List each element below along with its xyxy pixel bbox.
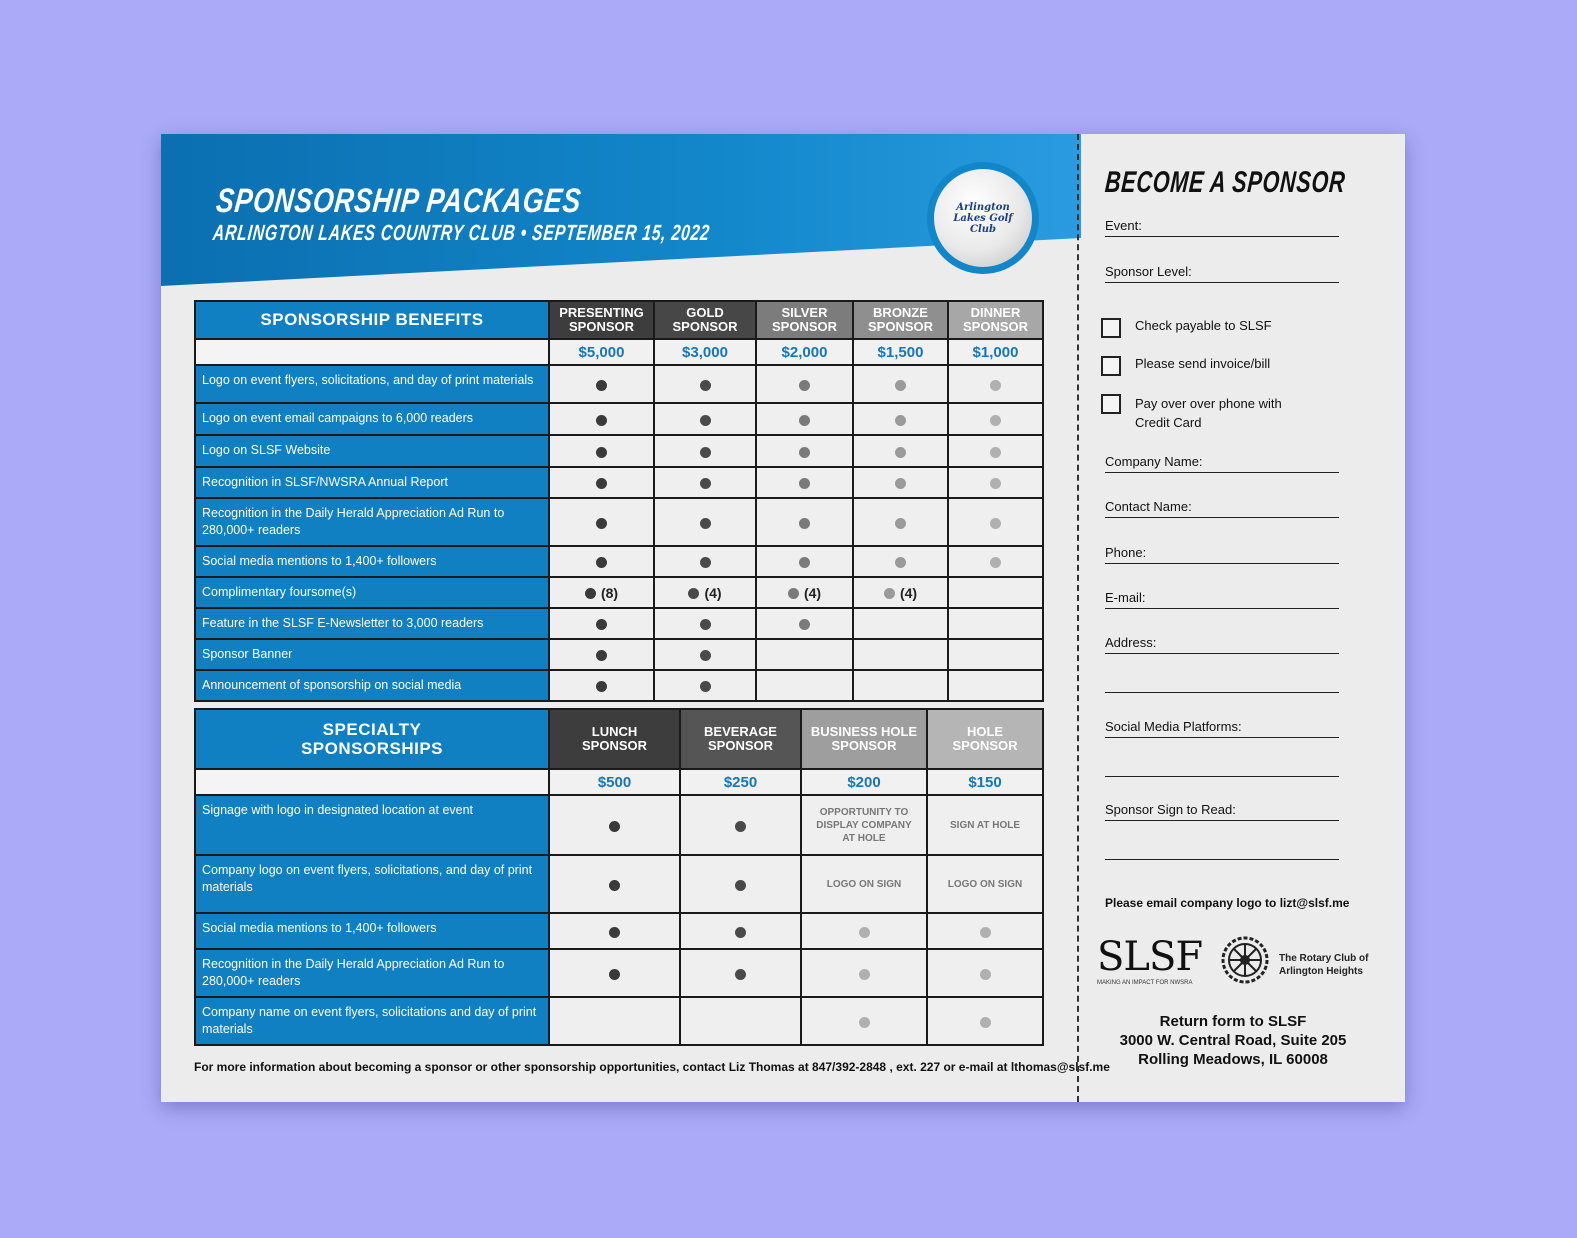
benefit-cell bbox=[549, 365, 654, 403]
level-gold: GOLD SPONSOR bbox=[654, 301, 756, 339]
email-line[interactable] bbox=[1105, 608, 1339, 609]
included-dot-icon bbox=[609, 880, 620, 891]
count-label: (4) bbox=[704, 585, 722, 602]
contact-name-label: Contact Name: bbox=[1105, 499, 1192, 514]
benefit-cell bbox=[756, 467, 853, 498]
sign-field[interactable] bbox=[1105, 802, 1339, 817]
benefit-cell bbox=[756, 498, 853, 546]
checkbox-icon[interactable] bbox=[1101, 394, 1121, 414]
included-dot-icon bbox=[700, 557, 711, 568]
level-hole: HOLE SPONSOR bbox=[927, 709, 1043, 769]
included-dot-icon bbox=[596, 650, 607, 661]
specialty-cell bbox=[927, 949, 1043, 997]
contact-footer: For more information about becoming a sponsor or other sponsorship opportunities, contact Liz Thomas at 847/392-2848 , ext. 227 or e-mail at lthomas@slsf.me bbox=[194, 1060, 1110, 1074]
benefit-cell bbox=[948, 498, 1043, 546]
address-line-1[interactable] bbox=[1105, 653, 1339, 654]
level-bronze: BRONZE SPONSOR bbox=[853, 301, 948, 339]
benefit-cell bbox=[654, 498, 756, 546]
page-title: SPONSORSHIP PACKAGES bbox=[214, 182, 584, 220]
specialty-row-label: Recognition in the Daily Herald Appreciation Ad Run to 280,000+ readers bbox=[195, 949, 549, 997]
benefit-cell bbox=[654, 546, 756, 577]
specialty-cell bbox=[549, 997, 680, 1045]
address-line-2[interactable] bbox=[1105, 692, 1339, 693]
benefit-cell bbox=[948, 670, 1043, 701]
benefit-cell bbox=[756, 435, 853, 467]
price-gold: $3,000 bbox=[654, 339, 756, 365]
price-silver: $2,000 bbox=[756, 339, 853, 365]
benefits-heading: SPONSORSHIP BENEFITS bbox=[195, 301, 549, 339]
benefit-row bbox=[195, 435, 1043, 467]
specialty-cell bbox=[927, 997, 1043, 1045]
included-dot-icon bbox=[585, 588, 596, 599]
company-name-line[interactable] bbox=[1105, 472, 1339, 473]
included-dot-icon bbox=[700, 380, 711, 391]
benefit-cell bbox=[654, 467, 756, 498]
benefit-cell bbox=[756, 670, 853, 701]
logo-email-note: Please email company logo to lizt@slsf.me bbox=[1105, 896, 1350, 910]
price-blank-cell bbox=[195, 769, 549, 795]
benefit-cell bbox=[756, 639, 853, 670]
cell-note: LOGO ON SIGN bbox=[826, 878, 902, 890]
included-dot-icon bbox=[596, 447, 607, 458]
specialty-cell bbox=[801, 795, 927, 855]
benefit-cell bbox=[853, 403, 948, 435]
benefit-row-label: Logo on SLSF Website bbox=[195, 435, 549, 467]
company-name-field[interactable] bbox=[1105, 454, 1339, 469]
included-dot-icon bbox=[990, 557, 1001, 568]
benefits-price-row bbox=[195, 339, 1043, 365]
return-address bbox=[1105, 1012, 1361, 1069]
sign-line-1[interactable] bbox=[1105, 820, 1339, 821]
specialty-cell bbox=[801, 997, 927, 1045]
included-dot-icon bbox=[596, 557, 607, 568]
included-dot-icon bbox=[735, 927, 746, 938]
benefit-cell bbox=[549, 403, 654, 435]
benefit-cell bbox=[549, 577, 654, 608]
specialty-row-label: Company logo on event flyers, solicitations, and day of print materials bbox=[195, 855, 549, 913]
benefit-cell bbox=[948, 608, 1043, 639]
benefit-cell bbox=[549, 435, 654, 467]
check-payable-label: Check payable to SLSF bbox=[1135, 318, 1272, 333]
included-dot-icon bbox=[596, 518, 607, 529]
specialty-cell bbox=[549, 795, 680, 855]
specialty-cell bbox=[680, 949, 801, 997]
sign-label: Sponsor Sign to Read: bbox=[1105, 802, 1236, 817]
benefit-cell bbox=[853, 435, 948, 467]
tear-line bbox=[1077, 134, 1079, 1102]
benefit-cell bbox=[853, 498, 948, 546]
partner-logos bbox=[1097, 934, 1387, 998]
benefit-cell bbox=[948, 467, 1043, 498]
specialty-row bbox=[195, 997, 1043, 1045]
included-dot-icon bbox=[990, 518, 1001, 529]
level-dinner: DINNER SPONSOR bbox=[948, 301, 1043, 339]
event-label: Event: bbox=[1105, 218, 1142, 233]
included-dot-icon bbox=[609, 927, 620, 938]
golf-club-logo-text: Arlington Lakes Golf Club bbox=[953, 201, 1013, 235]
benefit-cell bbox=[948, 365, 1043, 403]
check-payable-option[interactable] bbox=[1101, 318, 1272, 338]
included-dot-icon bbox=[700, 681, 711, 692]
specialty-row-label: Company name on event flyers, solicitations and day of print materials bbox=[195, 997, 549, 1045]
benefit-cell bbox=[948, 577, 1043, 608]
rotary-wheel-icon bbox=[1221, 936, 1269, 984]
price-presenting: $5,000 bbox=[549, 339, 654, 365]
sponsorship-flyer bbox=[161, 134, 1405, 1102]
level-lunch: LUNCH SPONSOR bbox=[549, 709, 680, 769]
level-beverage: BEVERAGE SPONSOR bbox=[680, 709, 801, 769]
included-dot-icon bbox=[895, 415, 906, 426]
specialty-cell bbox=[680, 795, 801, 855]
included-dot-icon bbox=[735, 969, 746, 980]
benefits-table bbox=[194, 300, 1044, 702]
cell-note: OPPORTUNITY TO DISPLAY COMPANY AT HOLE bbox=[816, 806, 912, 844]
included-dot-icon bbox=[596, 619, 607, 630]
included-dot-icon bbox=[799, 478, 810, 489]
specialty-header-row bbox=[195, 709, 1043, 769]
benefit-cell bbox=[756, 546, 853, 577]
phone-line[interactable] bbox=[1105, 563, 1339, 564]
benefit-cell bbox=[948, 435, 1043, 467]
included-dot-icon bbox=[609, 821, 620, 832]
benefit-cell bbox=[549, 467, 654, 498]
benefit-cell bbox=[549, 546, 654, 577]
contact-name-field[interactable] bbox=[1105, 499, 1339, 514]
credit-card-label-1: Pay over over phone with bbox=[1135, 396, 1282, 411]
price-bronze: $1,500 bbox=[853, 339, 948, 365]
social-media-field[interactable] bbox=[1105, 719, 1339, 734]
benefit-cell bbox=[654, 365, 756, 403]
benefit-row-label: Recognition in SLSF/NWSRA Annual Report bbox=[195, 467, 549, 498]
specialty-cell bbox=[549, 913, 680, 949]
included-dot-icon bbox=[788, 588, 799, 599]
benefit-cell bbox=[948, 639, 1043, 670]
slsf-tagline: MAKING AN IMPACT FOR NWSRA bbox=[1097, 980, 1193, 986]
benefit-cell bbox=[654, 608, 756, 639]
included-dot-icon bbox=[799, 380, 810, 391]
event-field[interactable] bbox=[1105, 218, 1339, 233]
form-heading: BECOME A SPONSOR bbox=[1103, 166, 1347, 199]
included-dot-icon bbox=[596, 478, 607, 489]
benefit-row-label: Recognition in the Daily Herald Appreciation Ad Run to 280,000+ readers bbox=[195, 498, 549, 546]
benefit-row-label: Social media mentions to 1,400+ followers bbox=[195, 546, 549, 577]
included-dot-icon bbox=[609, 969, 620, 980]
price-dinner: $1,000 bbox=[948, 339, 1043, 365]
benefit-cell bbox=[654, 403, 756, 435]
included-dot-icon bbox=[700, 447, 711, 458]
benefit-row-label: Sponsor Banner bbox=[195, 639, 549, 670]
benefit-cell bbox=[756, 365, 853, 403]
golf-club-logo bbox=[927, 162, 1039, 274]
included-dot-icon bbox=[990, 380, 1001, 391]
specialty-cell bbox=[927, 913, 1043, 949]
credit-card-option[interactable] bbox=[1101, 394, 1282, 432]
included-dot-icon bbox=[799, 518, 810, 529]
included-dot-icon bbox=[980, 927, 991, 938]
included-dot-icon bbox=[735, 821, 746, 832]
included-dot-icon bbox=[735, 880, 746, 891]
included-dot-icon bbox=[596, 415, 607, 426]
benefit-cell bbox=[756, 403, 853, 435]
benefit-row bbox=[195, 546, 1043, 577]
included-dot-icon bbox=[859, 1017, 870, 1028]
contact-name-line[interactable] bbox=[1105, 517, 1339, 518]
specialty-table bbox=[194, 708, 1044, 1046]
event-line[interactable] bbox=[1105, 236, 1339, 237]
cell-note: SIGN AT HOLE bbox=[950, 819, 1020, 831]
specialty-row bbox=[195, 913, 1043, 949]
count-label: (8) bbox=[600, 585, 619, 602]
count-label: (4) bbox=[803, 585, 822, 602]
benefit-cell bbox=[756, 577, 853, 608]
benefit-row bbox=[195, 498, 1043, 546]
price-hole: $150 bbox=[927, 769, 1043, 795]
specialty-cell bbox=[927, 855, 1043, 913]
included-dot-icon bbox=[884, 588, 895, 599]
specialty-row bbox=[195, 855, 1043, 913]
checkbox-icon[interactable] bbox=[1101, 356, 1121, 376]
included-dot-icon bbox=[700, 518, 711, 529]
price-blank-cell bbox=[195, 339, 549, 365]
benefit-cell bbox=[948, 403, 1043, 435]
specialty-cell bbox=[680, 913, 801, 949]
benefit-row-label: Announcement of sponsorship on social media bbox=[195, 670, 549, 701]
included-dot-icon bbox=[895, 380, 906, 391]
included-dot-icon bbox=[799, 619, 810, 630]
included-dot-icon bbox=[980, 1017, 991, 1028]
price-business-hole: $200 bbox=[801, 769, 927, 795]
benefits-rows bbox=[195, 365, 1043, 701]
included-dot-icon bbox=[990, 478, 1001, 489]
company-name-label: Company Name: bbox=[1105, 454, 1203, 469]
benefit-cell bbox=[853, 365, 948, 403]
rotary-line-1: The Rotary Club of bbox=[1279, 953, 1369, 964]
return-line-2: 3000 W. Central Road, Suite 205 bbox=[1119, 1032, 1347, 1049]
included-dot-icon bbox=[895, 518, 906, 529]
specialty-cell bbox=[801, 949, 927, 997]
benefit-cell bbox=[948, 546, 1043, 577]
phone-field[interactable] bbox=[1105, 545, 1339, 560]
benefits-header-row bbox=[195, 301, 1043, 339]
invoice-option[interactable] bbox=[1101, 356, 1270, 376]
benefit-row-label: Logo on event email campaigns to 6,000 readers bbox=[195, 403, 549, 435]
specialty-cell bbox=[927, 795, 1043, 855]
included-dot-icon bbox=[980, 969, 991, 980]
benefit-cell bbox=[654, 639, 756, 670]
benefit-cell bbox=[756, 608, 853, 639]
address-field[interactable] bbox=[1105, 635, 1339, 650]
social-media-label: Social Media Platforms: bbox=[1105, 719, 1242, 734]
specialty-heading: SPECIALTY SPONSORSHIPS bbox=[195, 709, 549, 769]
included-dot-icon bbox=[596, 380, 607, 391]
included-dot-icon bbox=[895, 447, 906, 458]
specialty-rows bbox=[195, 795, 1043, 1045]
benefit-cell bbox=[654, 435, 756, 467]
specialty-cell bbox=[680, 997, 801, 1045]
included-dot-icon bbox=[799, 415, 810, 426]
level-business-hole: BUSINESS HOLE SPONSOR bbox=[801, 709, 927, 769]
benefit-cell bbox=[549, 498, 654, 546]
included-dot-icon bbox=[859, 969, 870, 980]
specialty-cell bbox=[549, 855, 680, 913]
credit-card-label-2: Credit Card bbox=[1135, 415, 1202, 430]
benefit-row-label: Complimentary foursome(s) bbox=[195, 577, 549, 608]
cell-note: LOGO ON SIGN bbox=[947, 878, 1023, 890]
return-line-3: Rolling Meadows, IL 60008 bbox=[1138, 1051, 1328, 1068]
email-label: E-mail: bbox=[1105, 590, 1146, 605]
included-dot-icon bbox=[799, 447, 810, 458]
specialty-cell bbox=[801, 913, 927, 949]
sponsor-level-field[interactable] bbox=[1105, 264, 1339, 279]
level-presenting: PRESENTING SPONSOR bbox=[549, 301, 654, 339]
social-media-line-1[interactable] bbox=[1105, 737, 1339, 738]
included-dot-icon bbox=[700, 478, 711, 489]
benefit-cell bbox=[853, 639, 948, 670]
header-banner bbox=[161, 134, 1081, 290]
invoice-label: Please send invoice/bill bbox=[1135, 356, 1271, 371]
included-dot-icon bbox=[895, 478, 906, 489]
sponsor-level-line[interactable] bbox=[1105, 282, 1339, 283]
golf-ball-icon bbox=[934, 169, 1032, 267]
included-dot-icon bbox=[700, 650, 711, 661]
page-subtitle: ARLINGTON LAKES COUNTRY CLUB • SEPTEMBER 15, 2022 bbox=[211, 220, 712, 245]
price-lunch: $500 bbox=[549, 769, 680, 795]
count-label: (4) bbox=[899, 585, 918, 602]
specialty-row bbox=[195, 795, 1043, 855]
specialty-cell bbox=[801, 855, 927, 913]
included-dot-icon bbox=[700, 619, 711, 630]
benefit-row-label: Feature in the SLSF E-Newsletter to 3,000 readers bbox=[195, 608, 549, 639]
benefit-row bbox=[195, 639, 1043, 670]
included-dot-icon bbox=[859, 927, 870, 938]
specialty-price-row bbox=[195, 769, 1043, 795]
included-dot-icon bbox=[990, 415, 1001, 426]
rotary-club-text bbox=[1279, 952, 1368, 978]
benefit-cell bbox=[549, 608, 654, 639]
address-label: Address: bbox=[1105, 635, 1157, 650]
level-silver: SILVER SPONSOR bbox=[756, 301, 853, 339]
price-beverage: $250 bbox=[680, 769, 801, 795]
specialty-cell bbox=[549, 949, 680, 997]
benefit-row bbox=[195, 608, 1043, 639]
benefit-row bbox=[195, 670, 1043, 701]
benefit-row bbox=[195, 365, 1043, 403]
slsf-logo: SLSF bbox=[1097, 934, 1203, 980]
benefit-cell bbox=[549, 639, 654, 670]
included-dot-icon bbox=[895, 557, 906, 568]
included-dot-icon bbox=[799, 557, 810, 568]
header-title-block bbox=[212, 182, 909, 246]
rotary-line-2: Arlington Heights bbox=[1279, 966, 1363, 977]
benefit-row bbox=[195, 577, 1043, 608]
specialty-cell bbox=[680, 855, 801, 913]
benefit-row bbox=[195, 467, 1043, 498]
included-dot-icon bbox=[700, 415, 711, 426]
included-dot-icon bbox=[990, 447, 1001, 458]
benefit-cell bbox=[853, 577, 948, 608]
specialty-row bbox=[195, 949, 1043, 997]
specialty-row-label: Social media mentions to 1,400+ followers bbox=[195, 913, 549, 949]
benefit-cell bbox=[654, 670, 756, 701]
phone-label: Phone: bbox=[1105, 545, 1147, 560]
specialty-row-label: Signage with logo in designated location at event bbox=[195, 795, 549, 855]
benefit-cell bbox=[654, 577, 756, 608]
email-field[interactable] bbox=[1105, 590, 1339, 605]
included-dot-icon bbox=[596, 681, 607, 692]
benefit-cell bbox=[549, 670, 654, 701]
benefit-row bbox=[195, 403, 1043, 435]
benefit-cell bbox=[853, 670, 948, 701]
sponsor-level-label: Sponsor Level: bbox=[1105, 264, 1192, 279]
return-line-1: Return form to SLSF bbox=[1159, 1013, 1307, 1030]
checkbox-icon[interactable] bbox=[1101, 318, 1121, 338]
benefit-cell bbox=[853, 467, 948, 498]
social-media-line-2[interactable] bbox=[1105, 776, 1339, 777]
benefit-cell bbox=[853, 546, 948, 577]
benefit-row-label: Logo on event flyers, solicitations, and day of print materials bbox=[195, 365, 549, 403]
benefit-cell bbox=[853, 608, 948, 639]
included-dot-icon bbox=[688, 588, 699, 599]
sign-line-2[interactable] bbox=[1105, 859, 1339, 860]
